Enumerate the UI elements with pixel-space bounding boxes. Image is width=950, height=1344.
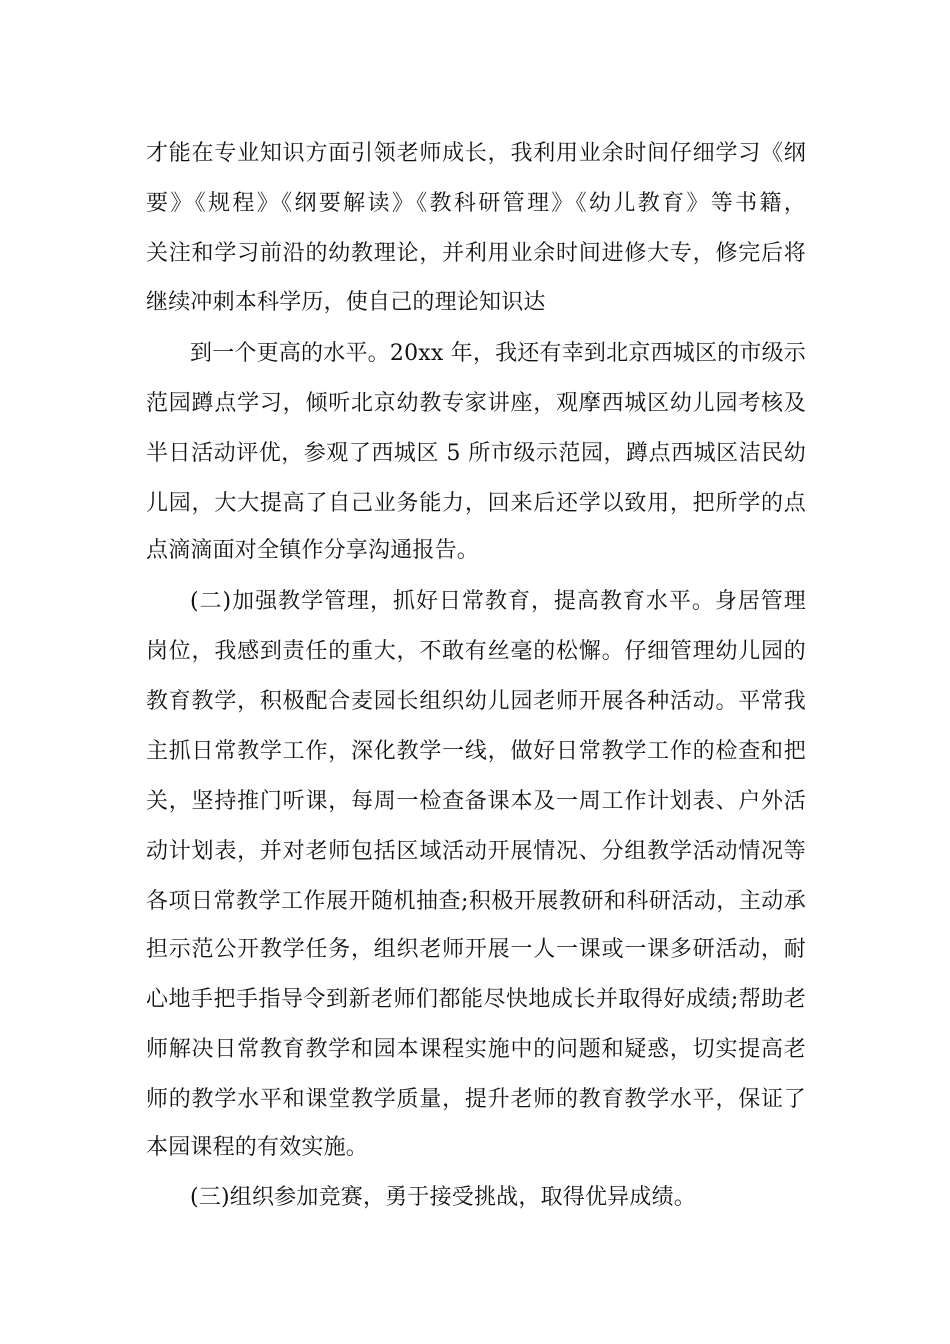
text-line: 各项日常教学工作展开随机抽查;积极开展教研和科研活动，主动承 [146,889,806,914]
text-line: 关，坚持推门听课，每周一检查备课本及一周工作计划表、户外活 [146,789,806,814]
text-line: 师的教学水平和课堂教学质量，提升老师的教育教学水平，保证了 [146,1087,806,1112]
text-line: 继续冲刺本科学历，使自己的理论知识达 [146,290,546,315]
text-line: 到一个更高的水平。20xx 年，我还有幸到北京西城区的市级示 [190,341,806,366]
text-line: 担示范公开教学任务，组织老师开展一人一课或一课多研活动，耐 [146,937,806,962]
text-line: 才能在专业知识方面引领老师成长，我利用业余时间仔细学习《纲 [146,141,806,166]
text-line: 心地手把手指导令到新老师们都能尽快地成长并取得好成绩;帮助老 [146,987,806,1012]
text-line: 本园课程的有效实施。 [146,1135,369,1160]
text-line: 主抓日常教学工作，深化教学一线，做好日常教学工作的检查和把 [146,739,806,764]
text-line: 教育教学，积极配合麦园长组织幼儿园老师开展各种活动。平常我 [146,689,806,714]
text-line: 岗位，我感到责任的重大，不敢有丝毫的松懈。仔细管理幼儿园的 [146,639,806,664]
text-line: (二)加强教学管理，抓好日常教育，提高教育水平。身居管理 [190,589,806,614]
text-line: 师解决日常教育教学和园本课程实施中的问题和疑惑，切实提高老 [146,1037,806,1062]
text-line: 范园蹲点学习，倾听北京幼教专家讲座，观摩西城区幼儿园考核及 [146,391,806,416]
text-line: 关注和学习前沿的幼教理论，并利用业余时间进修大专，修完后将 [146,241,806,266]
text-line: 要》《规程》《纲要解读》《教科研管理》《幼儿教育》等书籍， [146,191,806,216]
text-line: 动计划表，并对老师包括区域活动开展情况、分组教学活动情况等 [146,839,806,864]
text-line: 点滴滴面对全镇作分享沟通报告。 [146,538,480,563]
text-line: 半日活动评优，参观了西城区 5 所市级示范园，蹲点西城区洁民幼 [146,441,806,466]
text-line: 儿园，大大提高了自己业务能力，回来后还学以致用，把所学的点 [146,491,806,516]
text-line: (三)组织参加竞赛，勇于接受挑战，取得优异成绩。 [190,1185,696,1210]
